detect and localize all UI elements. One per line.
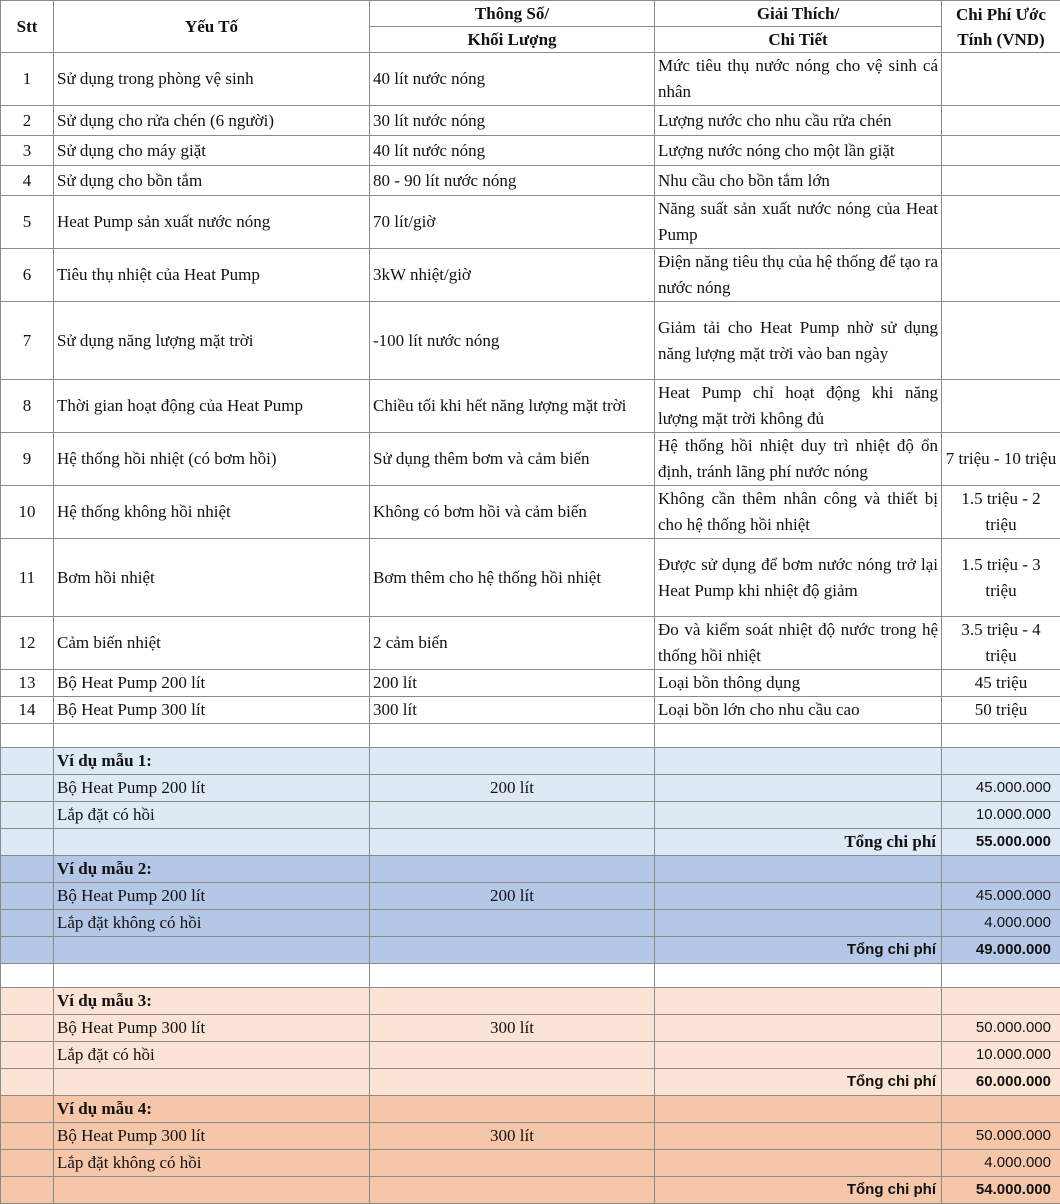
row-detail: Hệ thống hồi nhiệt duy trì nhiệt độ ổn định, tránh lãng phí nước nóng — [655, 433, 942, 486]
row-factor: Sử dụng trong phòng vệ sinh — [54, 53, 370, 106]
row-stt: 5 — [1, 196, 54, 249]
example-total: 54.000.000 — [942, 1177, 1060, 1204]
header-row — [1, 1, 1060, 27]
header-cost: Chi Phí Ước Tính (VND) — [942, 1, 1060, 53]
header-stt: Stt — [1, 1, 54, 53]
row-cost — [942, 53, 1060, 106]
row-detail: Nhu cầu cho bồn tắm lớn — [655, 166, 942, 196]
example-3-title-row — [1, 988, 1060, 1015]
example-title: Ví dụ mẫu 4: — [54, 1096, 370, 1123]
example-install: Lắp đặt không có hồi — [54, 910, 370, 937]
row-stt: 2 — [1, 106, 54, 136]
example-4-install-row — [1, 1150, 1060, 1177]
row-stt: 3 — [1, 136, 54, 166]
row-cost: 7 triệu - 10 triệu — [942, 433, 1060, 486]
row-spec: 70 lít/giờ — [370, 196, 655, 249]
example-title: Ví dụ mẫu 3: — [54, 988, 370, 1015]
row-stt: 14 — [1, 697, 54, 724]
example-1-total-row — [1, 829, 1060, 856]
row-spec: 40 lít nước nóng — [370, 136, 655, 166]
row-factor: Sử dụng cho máy giặt — [54, 136, 370, 166]
row-cost — [942, 249, 1060, 302]
example-total-label: Tổng chi phí — [655, 829, 942, 856]
row-cost — [942, 136, 1060, 166]
example-install-cost: 10.000.000 — [942, 802, 1060, 829]
row-stt: 12 — [1, 617, 54, 670]
example-item-cost: 45.000.000 — [942, 883, 1060, 910]
table-row — [1, 302, 1060, 380]
row-cost — [942, 106, 1060, 136]
row-cost — [942, 380, 1060, 433]
row-stt: 1 — [1, 53, 54, 106]
row-factor: Cảm biến nhiệt — [54, 617, 370, 670]
header-spec-line2: Khối Lượng — [370, 27, 655, 53]
row-factor: Tiêu thụ nhiệt của Heat Pump — [54, 249, 370, 302]
example-total: 60.000.000 — [942, 1069, 1060, 1096]
row-cost: 45 triệu — [942, 670, 1060, 697]
table-row — [1, 136, 1060, 166]
example-2-install-row — [1, 910, 1060, 937]
row-detail: Điện năng tiêu thụ của hệ thống để tạo ra nước nóng — [655, 249, 942, 302]
spacer-row — [1, 964, 1060, 988]
header-factor: Yếu Tố — [54, 1, 370, 53]
example-total-label: Tổng chi phí — [655, 1177, 942, 1204]
example-total-label: Tổng chi phí — [655, 937, 942, 964]
row-detail: Heat Pump chỉ hoạt động khi năng lượng mặt trời không đủ — [655, 380, 942, 433]
row-factor: Bộ Heat Pump 300 lít — [54, 697, 370, 724]
row-spec: 2 cảm biến — [370, 617, 655, 670]
row-detail: Lượng nước cho nhu cầu rửa chén — [655, 106, 942, 136]
table-row — [1, 486, 1060, 539]
table-row — [1, 617, 1060, 670]
row-detail: Được sử dụng để bơm nước nóng trở lại Heat Pump khi nhiệt độ giảm — [655, 539, 942, 617]
row-detail: Lượng nước nóng cho một lần giặt — [655, 136, 942, 166]
example-item-spec: 200 lít — [370, 775, 655, 802]
example-item-cost: 45.000.000 — [942, 775, 1060, 802]
row-cost: 50 triệu — [942, 697, 1060, 724]
row-factor: Sử dụng cho rửa chén (6 người) — [54, 106, 370, 136]
example-item-spec: 300 lít — [370, 1015, 655, 1042]
row-cost: 1.5 triệu - 2 triệu — [942, 486, 1060, 539]
example-1-item-row — [1, 775, 1060, 802]
row-spec: 30 lít nước nóng — [370, 106, 655, 136]
row-detail: Loại bồn lớn cho nhu cầu cao — [655, 697, 942, 724]
row-detail: Đo và kiểm soát nhiệt độ nước trong hệ thống hồi nhiệt — [655, 617, 942, 670]
example-1-install-row — [1, 802, 1060, 829]
row-stt: 10 — [1, 486, 54, 539]
table-row — [1, 670, 1060, 697]
row-cost — [942, 166, 1060, 196]
row-detail: Mức tiêu thụ nước nóng cho vệ sinh cá nhân — [655, 53, 942, 106]
example-2-title-row — [1, 856, 1060, 883]
row-spec: Chiều tối khi hết năng lượng mặt trời — [370, 380, 655, 433]
example-2-item-row — [1, 883, 1060, 910]
table-row — [1, 380, 1060, 433]
example-install-cost: 4.000.000 — [942, 1150, 1060, 1177]
example-item-cost: 50.000.000 — [942, 1015, 1060, 1042]
example-install-cost: 4.000.000 — [942, 910, 1060, 937]
row-detail: Loại bồn thông dụng — [655, 670, 942, 697]
example-item: Bộ Heat Pump 200 lít — [54, 883, 370, 910]
row-detail: Không cần thêm nhân công và thiết bị cho hệ thống hồi nhiệt — [655, 486, 942, 539]
row-detail: Giảm tải cho Heat Pump nhờ sử dụng năng lượng mặt trời vào ban ngày — [655, 302, 942, 380]
example-item: Bộ Heat Pump 200 lít — [54, 775, 370, 802]
spacer-row — [1, 724, 1060, 748]
row-factor: Hệ thống không hồi nhiệt — [54, 486, 370, 539]
example-install: Lắp đặt không có hồi — [54, 1150, 370, 1177]
row-stt: 6 — [1, 249, 54, 302]
row-spec: Sử dụng thêm bơm và cảm biến — [370, 433, 655, 486]
table-row — [1, 196, 1060, 249]
row-spec: 300 lít — [370, 697, 655, 724]
row-stt: 7 — [1, 302, 54, 380]
table-row — [1, 166, 1060, 196]
row-spec: -100 lít nước nóng — [370, 302, 655, 380]
row-spec: 80 - 90 lít nước nóng — [370, 166, 655, 196]
example-total: 49.000.000 — [942, 937, 1060, 964]
row-spec: Không có bơm hồi và cảm biến — [370, 486, 655, 539]
row-factor: Bộ Heat Pump 200 lít — [54, 670, 370, 697]
header-detail-line1: Giải Thích/ — [655, 1, 942, 27]
row-spec: Bơm thêm cho hệ thống hồi nhiệt — [370, 539, 655, 617]
table-row — [1, 539, 1060, 617]
example-3-total-row — [1, 1069, 1060, 1096]
row-factor: Sử dụng năng lượng mặt trời — [54, 302, 370, 380]
example-2-total-row — [1, 937, 1060, 964]
row-cost — [942, 196, 1060, 249]
example-3-item-row — [1, 1015, 1060, 1042]
row-factor: Thời gian hoạt động của Heat Pump — [54, 380, 370, 433]
example-4-title-row — [1, 1096, 1060, 1123]
row-stt: 13 — [1, 670, 54, 697]
row-cost — [942, 302, 1060, 380]
row-stt: 11 — [1, 539, 54, 617]
example-item-spec: 200 lít — [370, 883, 655, 910]
header-spec-line1: Thông Số/ — [370, 1, 655, 27]
row-factor: Sử dụng cho bồn tắm — [54, 166, 370, 196]
example-item-cost: 50.000.000 — [942, 1123, 1060, 1150]
header-detail-line2: Chi Tiết — [655, 27, 942, 53]
row-stt: 9 — [1, 433, 54, 486]
example-total-label: Tổng chi phí — [655, 1069, 942, 1096]
example-item: Bộ Heat Pump 300 lít — [54, 1123, 370, 1150]
row-stt: 4 — [1, 166, 54, 196]
example-total: 55.000.000 — [942, 829, 1060, 856]
row-detail: Năng suất sản xuất nước nóng của Heat Pump — [655, 196, 942, 249]
example-title: Ví dụ mẫu 1: — [54, 748, 370, 775]
example-item-spec: 300 lít — [370, 1123, 655, 1150]
table-row — [1, 697, 1060, 724]
row-stt: 8 — [1, 380, 54, 433]
example-4-item-row — [1, 1123, 1060, 1150]
example-install: Lắp đặt có hồi — [54, 1042, 370, 1069]
table-row — [1, 433, 1060, 486]
example-install-cost: 10.000.000 — [942, 1042, 1060, 1069]
row-factor: Bơm hồi nhiệt — [54, 539, 370, 617]
example-install: Lắp đặt có hồi — [54, 802, 370, 829]
table-row — [1, 249, 1060, 302]
row-factor: Heat Pump sản xuất nước nóng — [54, 196, 370, 249]
row-cost: 3.5 triệu - 4 triệu — [942, 617, 1060, 670]
example-3-install-row — [1, 1042, 1060, 1069]
row-factor: Hệ thống hồi nhiệt (có bơm hồi) — [54, 433, 370, 486]
example-1-title-row — [1, 748, 1060, 775]
row-spec: 200 lít — [370, 670, 655, 697]
row-spec: 3kW nhiệt/giờ — [370, 249, 655, 302]
table-row — [1, 53, 1060, 106]
row-cost: 1.5 triệu - 3 triệu — [942, 539, 1060, 617]
row-spec: 40 lít nước nóng — [370, 53, 655, 106]
example-4-total-row — [1, 1177, 1060, 1204]
example-title: Ví dụ mẫu 2: — [54, 856, 370, 883]
table-row — [1, 106, 1060, 136]
example-item: Bộ Heat Pump 300 lít — [54, 1015, 370, 1042]
